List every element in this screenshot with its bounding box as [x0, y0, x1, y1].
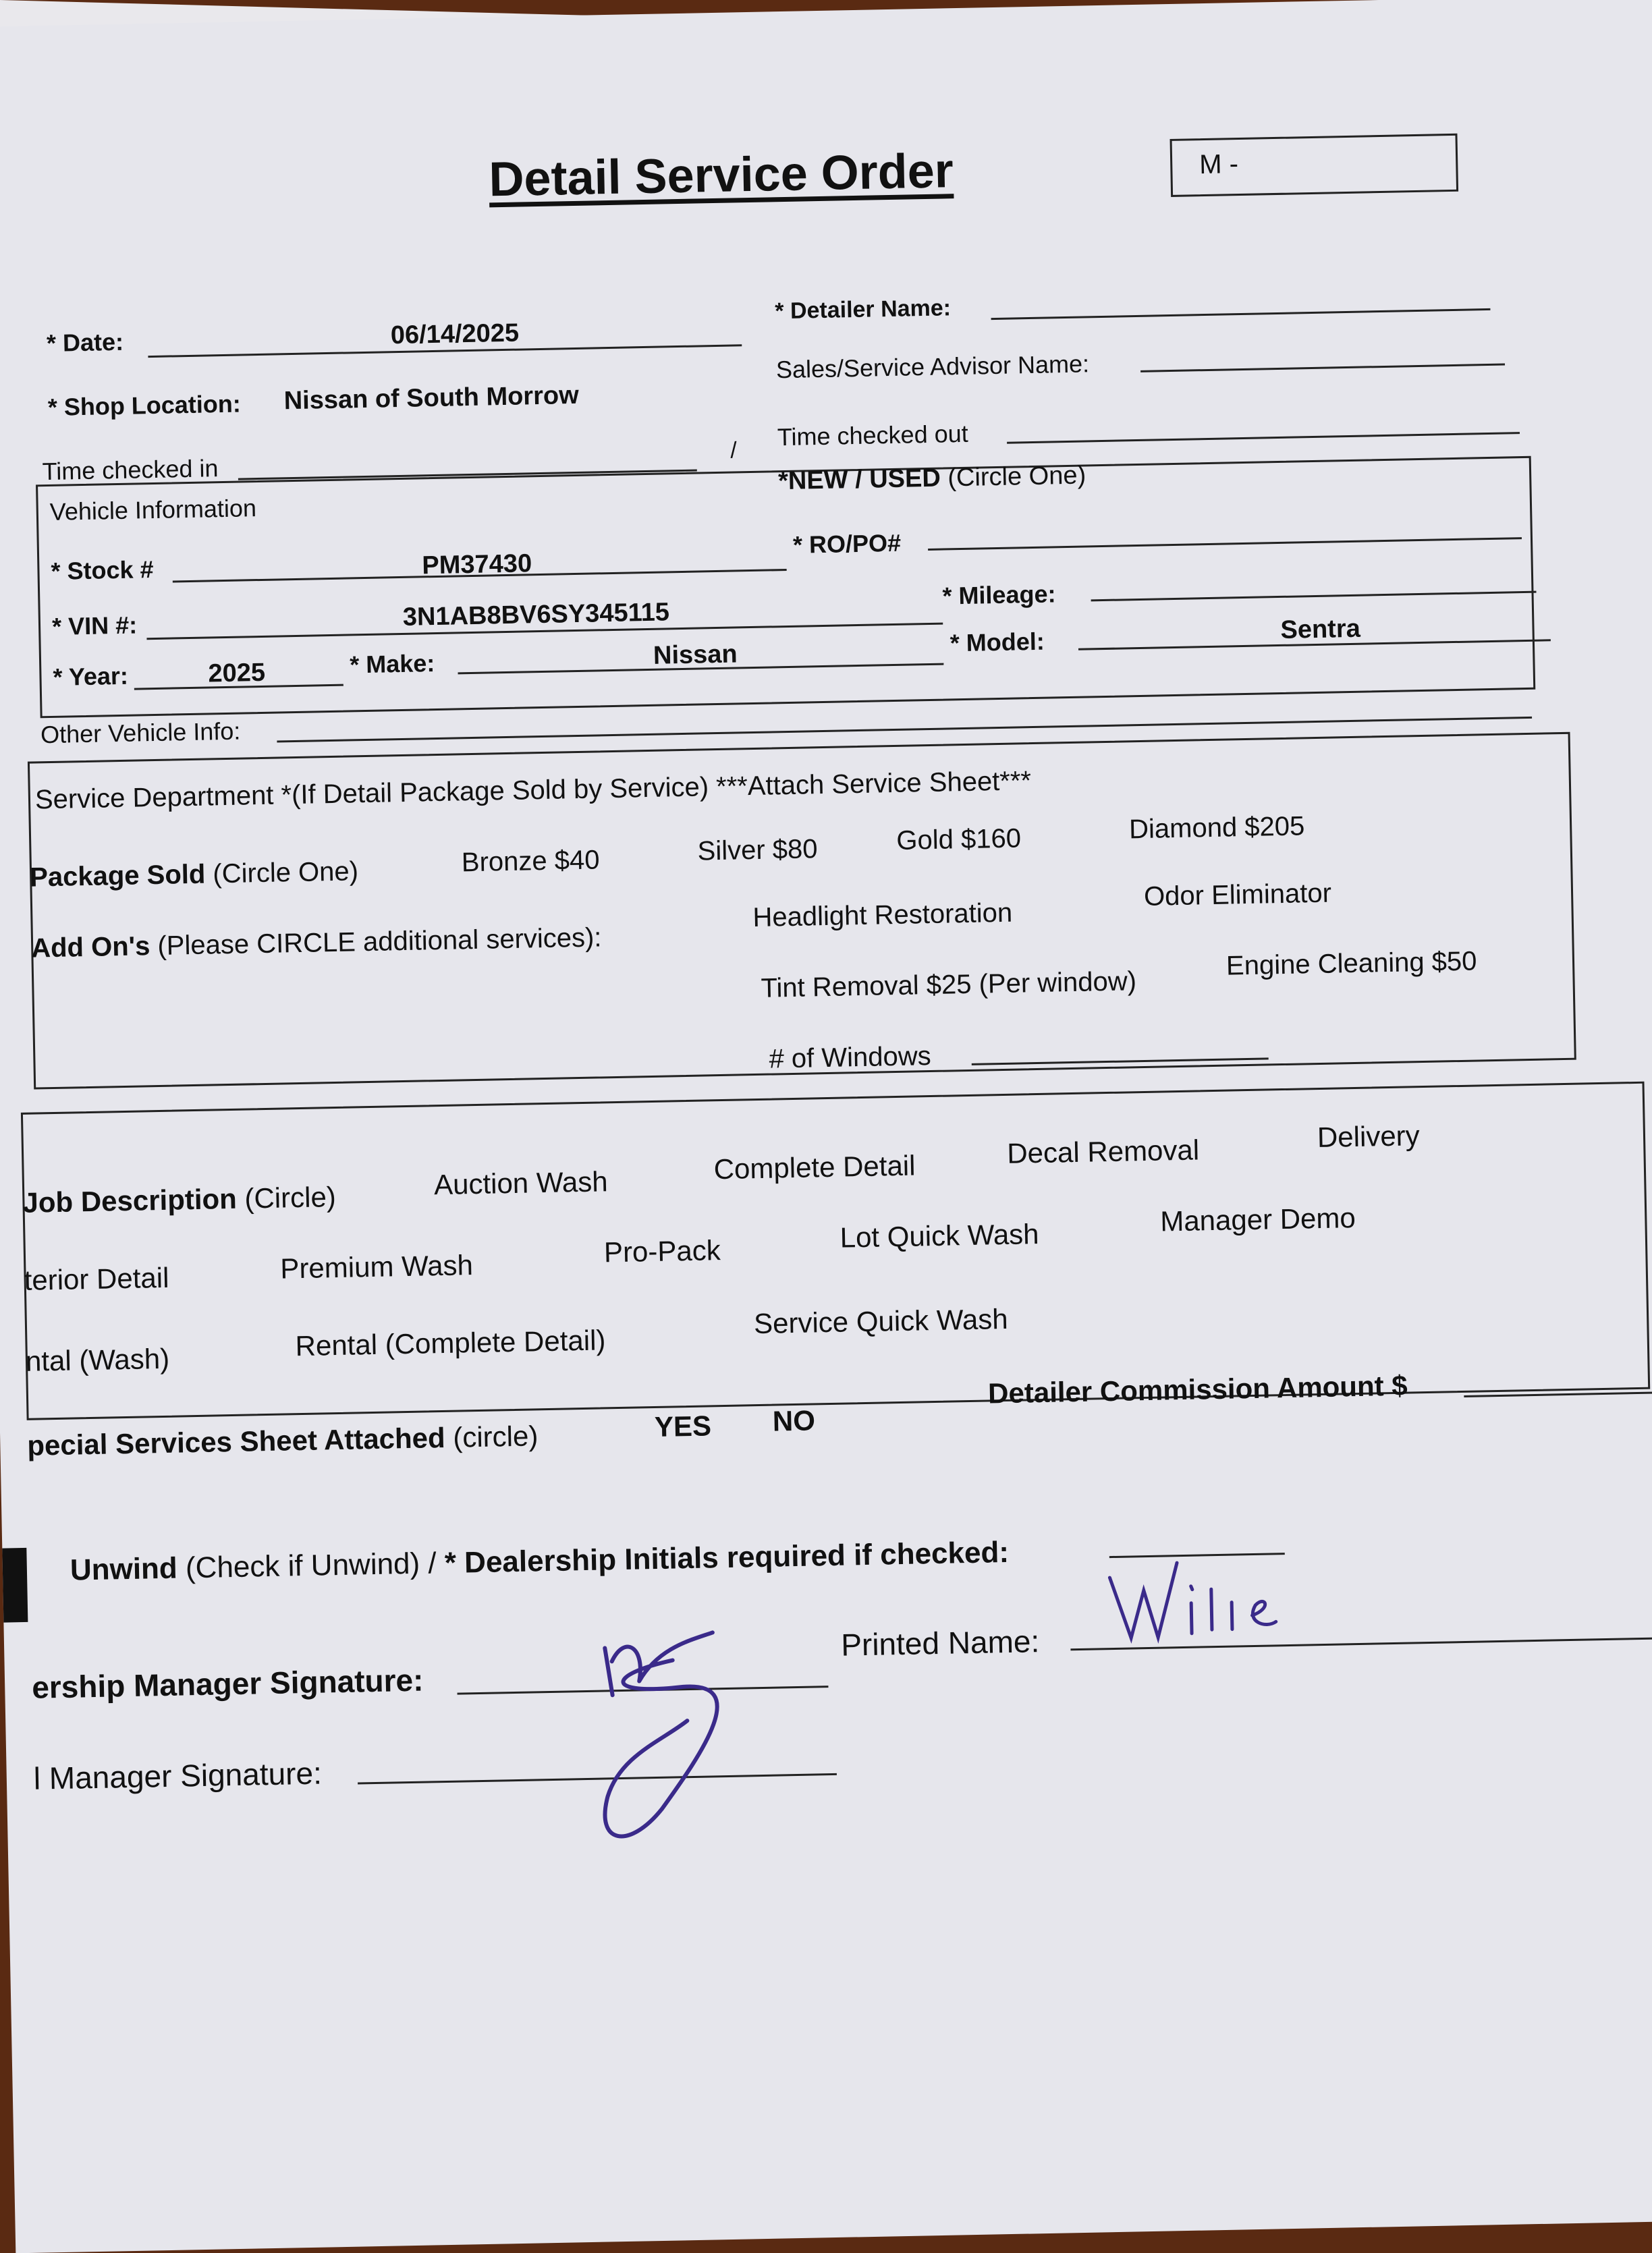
job-manager-demo[interactable]: Manager Demo: [1159, 1201, 1356, 1237]
job-rental-wash[interactable]: ntal (Wash): [25, 1342, 170, 1377]
job-interior-detail[interactable]: terior Detail: [24, 1261, 169, 1296]
shop-location-label: * Shop Location:: [47, 389, 242, 421]
new-used-hint: (Circle One): [947, 461, 1086, 493]
vin-value: 3N1AB8BV6SY345115: [402, 598, 670, 632]
order-number-box[interactable]: [1170, 134, 1459, 197]
addons-hint: (Please CIRCLE additional services):: [157, 922, 602, 961]
manager-signature-label: l Manager Signature:: [33, 1755, 323, 1796]
commission-field[interactable]: [1464, 1391, 1652, 1397]
job-lot-quick-wash[interactable]: Lot Quick Wash: [839, 1218, 1039, 1254]
detailer-name-label: * Detailer Name:: [774, 295, 952, 325]
job-description-bold: Job Description: [22, 1182, 238, 1219]
advisor-name-field[interactable]: [1140, 364, 1505, 372]
package-gold[interactable]: Gold $160: [896, 823, 1022, 856]
unwind-hint: (Check if Unwind) /: [185, 1547, 445, 1585]
job-pro-pack[interactable]: Pro-Pack: [603, 1234, 721, 1269]
service-department-header: Service Department *(If Detail Package Sold by Service) ***Attach Service Sheet***: [34, 766, 1032, 815]
package-silver[interactable]: Silver $80: [697, 834, 818, 866]
package-sold-hint: (Circle One): [212, 856, 359, 889]
date-label: * Date:: [46, 327, 124, 357]
special-services-yes[interactable]: YES: [654, 1410, 712, 1443]
package-sold-bold: Package Sold: [29, 859, 206, 893]
job-description-hint: (Circle): [244, 1181, 337, 1215]
vehicle-section-label: Vehicle Information: [49, 494, 257, 526]
initials-required-label: * Dealership Initials required if checked:: [444, 1535, 1010, 1580]
addons-bold: Add On's: [30, 931, 150, 964]
new-used-label: *NEW / USED: [777, 464, 941, 496]
unwind-checkbox[interactable]: [2, 1548, 28, 1623]
addon-engine-cleaning[interactable]: Engine Cleaning $50: [1226, 946, 1477, 981]
detailer-name-field[interactable]: [991, 308, 1491, 320]
shop-location-value: Nissan of South Morrow: [283, 381, 580, 416]
addon-tint-removal[interactable]: Tint Removal $25 (Per window): [761, 966, 1137, 1003]
year-value: 2025: [208, 658, 266, 688]
make-label: * Make:: [349, 649, 435, 679]
special-services-hint: (circle): [452, 1420, 539, 1453]
time-out-field[interactable]: [1007, 432, 1520, 444]
commission-label: Detailer Commission Amount $: [987, 1369, 1408, 1410]
handwritten-signature: [578, 1617, 825, 1878]
special-services-no[interactable]: NO: [772, 1404, 816, 1437]
make-value: Nissan: [653, 640, 738, 670]
time-in-label: Time checked in: [42, 454, 219, 486]
mileage-label: * Mileage:: [942, 580, 1056, 610]
printed-name-label: Printed Name:: [840, 1623, 1040, 1663]
special-services-bold: pecial Services Sheet Attached: [26, 1421, 446, 1462]
advisor-name-label: Sales/Service Advisor Name:: [775, 350, 1090, 384]
model-value: Sentra: [1280, 614, 1361, 644]
windows-count-label: # of Windows: [769, 1041, 932, 1074]
job-delivery[interactable]: Delivery: [1317, 1119, 1421, 1154]
package-diamond[interactable]: Diamond $205: [1128, 811, 1305, 845]
package-sold-label: [30, 856, 359, 893]
special-services-label: [27, 1420, 539, 1462]
form-title: Detail Service Order: [488, 144, 954, 207]
dealership-manager-signature-label: ership Manager Signature:: [31, 1662, 424, 1705]
stock-label: * Stock #: [51, 555, 154, 585]
job-auction-wash[interactable]: Auction Wash: [433, 1165, 609, 1201]
job-service-quick-wash[interactable]: Service Quick Wash: [753, 1302, 1009, 1340]
job-description-label: [22, 1181, 336, 1219]
year-label: * Year:: [53, 661, 129, 691]
job-premium-wash[interactable]: Premium Wash: [279, 1249, 474, 1285]
package-bronze[interactable]: Bronze $40: [461, 845, 600, 878]
job-decal-removal[interactable]: Decal Removal: [1006, 1134, 1200, 1169]
order-number-label: M -: [1199, 149, 1239, 180]
time-separator: /: [729, 437, 738, 464]
addon-odor-eliminator[interactable]: Odor Eliminator: [1143, 878, 1332, 912]
new-used-selector[interactable]: [778, 461, 1086, 496]
unwind-label: [70, 1536, 1009, 1588]
other-vehicle-info-label: Other Vehicle Info:: [40, 717, 241, 749]
handwritten-printed-name: [1103, 1547, 1280, 1652]
vin-label: * VIN #:: [51, 611, 138, 640]
stock-value: PM37430: [422, 549, 532, 580]
model-label: * Model:: [949, 627, 1045, 657]
date-value: 06/14/2025: [390, 318, 520, 350]
addon-headlight-restoration[interactable]: Headlight Restoration: [752, 897, 1013, 933]
ro-po-label: * RO/PO#: [792, 528, 902, 559]
unwind-bold: Unwind: [70, 1551, 178, 1587]
job-rental-complete-detail[interactable]: Rental (Complete Detail): [295, 1324, 606, 1362]
time-out-label: Time checked out: [777, 419, 969, 451]
job-complete-detail[interactable]: Complete Detail: [713, 1149, 916, 1186]
